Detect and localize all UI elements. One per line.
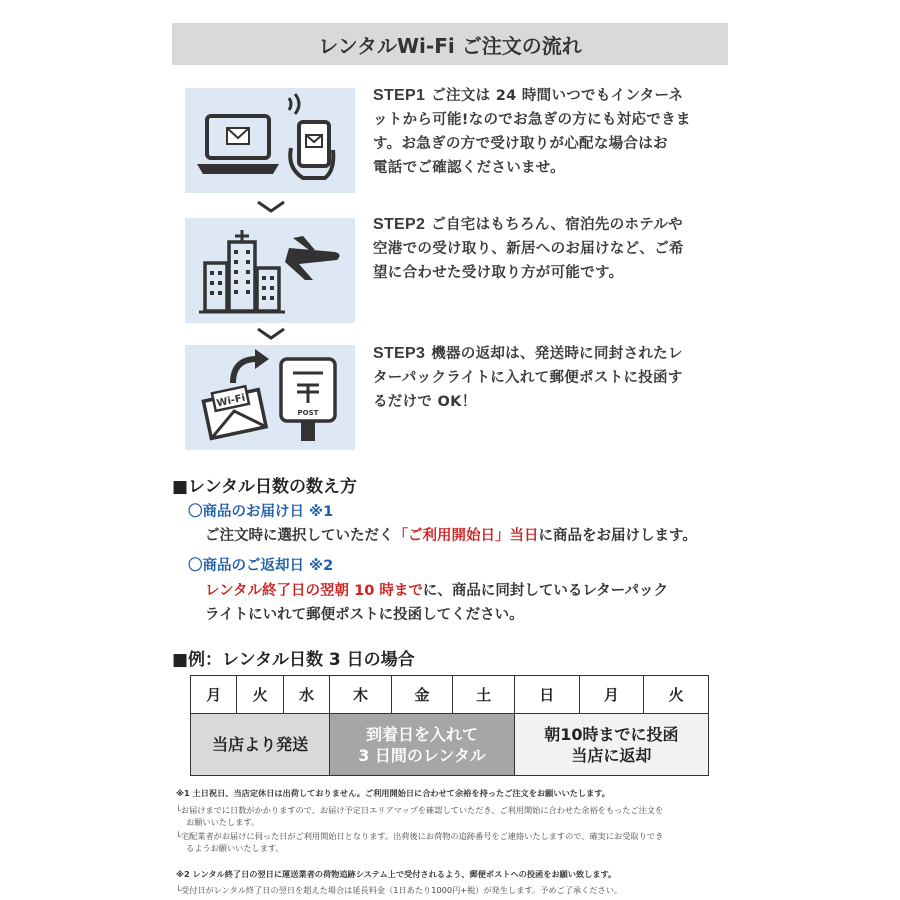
rental-days-heading: ■レンタル日数の数え方 bbox=[172, 477, 357, 497]
example-heading: ■例：レンタル日数 3 日の場合 bbox=[172, 650, 415, 670]
return-text-2: ライトにいれて郵便ポストに投函してください。 bbox=[205, 607, 524, 623]
calendar-plan-row bbox=[191, 714, 709, 776]
rental-period-cell: 到着日を入れて 3 日間のレンタル bbox=[330, 714, 515, 776]
day-cell: 火 bbox=[237, 676, 283, 714]
day-cell: 月 bbox=[579, 676, 644, 714]
delivery-heading: 〇商品のお届け日 ※1 bbox=[188, 504, 334, 520]
post-text: POST bbox=[297, 409, 319, 417]
day-cell: 月 bbox=[191, 676, 237, 714]
step2-label: STEP2 bbox=[373, 216, 426, 233]
day-cell: 金 bbox=[391, 676, 453, 714]
note-1a: └お届けまでに日数がかかりますので、お届け予定日エリアマップを確認していただき、ご利用開始に合わせた余裕をもったご注文を お願いいたします。 bbox=[176, 805, 664, 827]
step1-text: STEP1 ご注文は 24 時間いつでもインターネ ットから可能!なのでお急ぎの方にも対応できま す。お急ぎの方で受け取りが心配な場合はお 電話でご確認くださいませ。 bbox=[373, 87, 691, 176]
page-title: レンタルWi-Fi ご注文の流れ bbox=[172, 23, 728, 65]
step3-illustration bbox=[185, 345, 355, 450]
note-2a: └受付日がレンタル終了日の翌日を超えた場合は延長料金（1日あたり1000円+税）が発生します。予めご了承ください。 bbox=[176, 885, 623, 895]
chevron-down-icon bbox=[256, 327, 286, 341]
envelope-postbox-icon bbox=[185, 345, 355, 450]
chevron-down-icon bbox=[256, 200, 286, 214]
rental-calendar-table bbox=[190, 675, 709, 776]
building-airplane-icon bbox=[185, 218, 355, 323]
step1-label: STEP1 bbox=[373, 87, 426, 104]
ship-period-cell: 当店より発送 bbox=[191, 714, 330, 776]
return-heading: 〇商品のご返却日 ※2 bbox=[188, 558, 334, 574]
step2-illustration bbox=[185, 218, 355, 323]
note-1: ※1 土日祝日、当店定休日は出荷しておりません。ご利用開始日に合わせて余裕を持ったご注文をお願いいたします。 bbox=[176, 788, 610, 798]
day-cell: 日 bbox=[514, 676, 579, 714]
step3-text: STEP3 機器の返却は、発送時に同封されたレ ターパックライトに入れて郵便ポストに投函す るだけで OK！ bbox=[373, 345, 683, 410]
day-cell: 火 bbox=[644, 676, 709, 714]
step2-text: STEP2 ご自宅はもちろん、宿泊先のホテルや 空港での受け取り、新居へのお届けなど、ご希 望に合わせた受け取り方が可能です。 bbox=[373, 216, 684, 281]
day-cell: 土 bbox=[453, 676, 515, 714]
note-1b: └宅配業者がお届けに伺った日がご利用開始日となります。出荷後にお荷物の追跡番号をご連絡いたしますので、確実にお受取りでき るようお願いいたします。 bbox=[176, 831, 664, 853]
delivery-text: ご注文時に選択していただく「ご利用開始日」当日に商品をお届けします。 bbox=[205, 528, 697, 544]
note-2: ※2 レンタル終了日の翌日に運送業者の荷物追跡システム上で受付されるよう、郵便ポストへの投函をお願い致します。 bbox=[176, 869, 617, 879]
calendar-days-row bbox=[191, 676, 709, 714]
step3-label: STEP3 bbox=[373, 345, 426, 362]
return-period-cell: 朝10時までに投函 当店に返却 bbox=[514, 714, 708, 776]
laptop-phone-mail-icon bbox=[185, 88, 355, 193]
step1-illustration bbox=[185, 88, 355, 193]
envelope-wifi-text: Wi-Fi bbox=[215, 392, 247, 410]
day-cell: 木 bbox=[330, 676, 392, 714]
return-text-1: レンタル終了日の翌朝 10 時までに、商品に同封しているレターパック bbox=[205, 583, 669, 599]
day-cell: 水 bbox=[283, 676, 329, 714]
